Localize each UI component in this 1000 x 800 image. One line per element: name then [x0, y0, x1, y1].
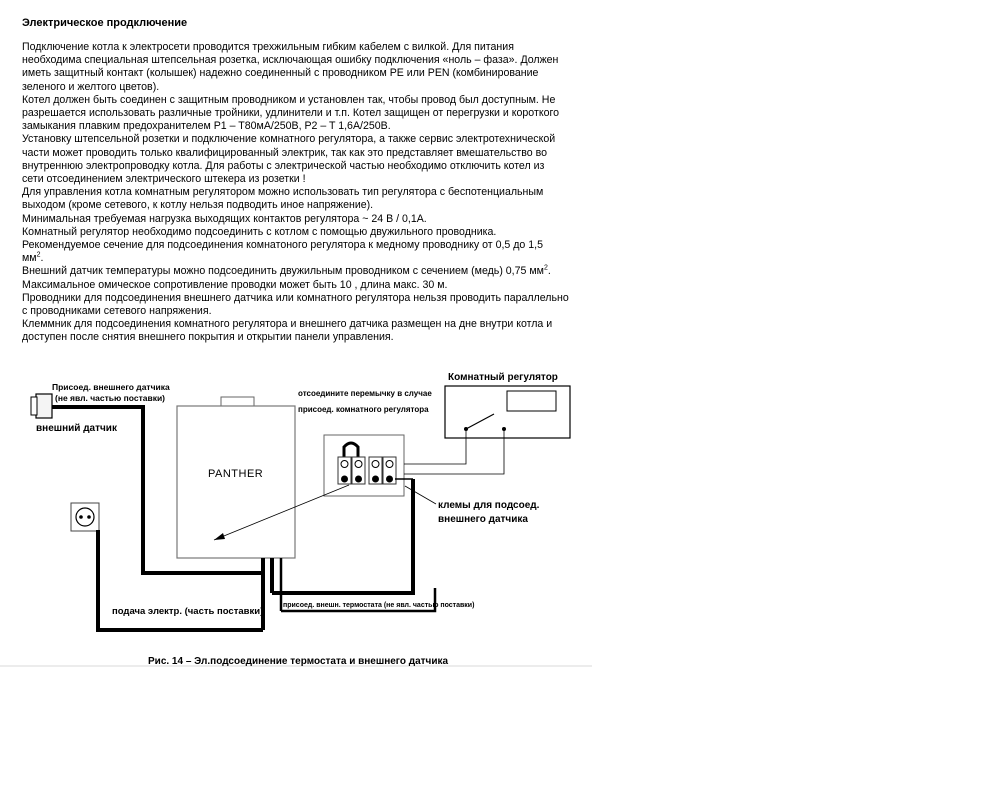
text-line: Клеммник для подсоединения комнатного регулятора и внешнего датчика размещен на дне внутри котла и: [22, 318, 553, 331]
text-line: Рекомендуемое сечение для подсоединения комнатоного регулятора к медному проводнику от 0,5 до 1,5: [22, 239, 543, 252]
text-line: Установку штепсельной розетки и подключение комнатного регулятора, а также сервис электротехнической: [22, 133, 556, 146]
text-line: внутреннюю электропроводку котла. Для работы с электрической частью необходимо отключить котел из: [22, 159, 545, 172]
paragraph-parallel-warning: [22, 292, 587, 318]
section-title: Электрическое продключение: [22, 17, 188, 29]
text-line: выходом (кроме сетевого, к котлу нельзя подводить иное напряжение).: [22, 199, 374, 212]
body-text: [22, 41, 587, 345]
text-line: с проводниками сетевого напряжения.: [22, 305, 212, 318]
external-sensor: [31, 394, 52, 418]
text-line: необходима специальная штепсельная розетка, исключающая ошибку подключения «ноль – фаза». Должен: [22, 54, 559, 67]
text-line: сети отсоединением электрического штекера из розетки !: [22, 173, 306, 186]
text-line: зеленого и желтого цветов).: [22, 80, 160, 93]
text-line: иметь защитный контакт (колышек) надежно соединенный с проводником PE или PEN (комбинирование: [22, 67, 539, 80]
text-line: Минимальная требуемая нагрузка выходящих контактов регулятора ~ 24 В / 0,1А.: [22, 212, 427, 225]
terminals-label-1: клемы для подсоед.: [438, 500, 540, 511]
text-line: [22, 264, 587, 278]
paragraph-power-connection: [22, 41, 587, 94]
text-line: Котел должен быть соединен с защитным проводником и установлен так, чтобы провод был доступным. Не: [22, 93, 556, 106]
text-line: Проводники для подсоединения внешнего датчика или комнатного регулятора нельзя проводить параллельно: [22, 291, 569, 304]
boiler-body: [177, 406, 295, 558]
regulator-display: [507, 391, 556, 411]
paragraph-grounding: [22, 94, 587, 134]
ext-sensor-connect-label-1: Присоед. внешнего датчика: [52, 382, 170, 392]
boiler-label: PANTHER: [208, 468, 264, 480]
wiring-diagram: [0, 360, 600, 680]
paragraph-terminal-location: [22, 318, 587, 344]
paragraph-min-load: [22, 213, 587, 226]
text-line: разрешается использовать различные тройники, удлинители и т.п. Котел защищен от перегрузки и короткого: [22, 107, 559, 120]
text-line: Для управления котла комнатным регулятором можно использовать тип регулятора с беспотенциальным: [22, 186, 544, 199]
figure-caption: Рис. 14 – Эл.подсоединение термостата и внешнего датчика: [148, 656, 449, 667]
text-segment: Внешний датчик температуры можно подсоединить двужильным проводником с сечением (медь) 0,75 мм: [22, 265, 544, 278]
text-line: Комнатный регулятор необходимо подсоединить с котлом с помощью двужильного проводника.: [22, 225, 497, 238]
thermostat-connect-label: присоед. внешн. термостата (не явл. частью поставки): [283, 602, 475, 609]
paragraph-regulator-type: [22, 186, 587, 212]
power-supply-label: подача электр. (часть поставки): [112, 606, 264, 617]
text-line: [22, 251, 587, 265]
period-text: .: [547, 265, 551, 278]
power-socket: [71, 503, 99, 531]
text-line: части может проводить только квалифицированный электрик, так как это представляет вмешательство во: [22, 146, 547, 159]
ext-sensor-label: внешний датчик: [36, 423, 117, 434]
ext-sensor-connect-label-2: (не явл. частью поставки): [55, 393, 166, 403]
paragraph-electrician: [22, 133, 587, 186]
period-text: .: [40, 252, 44, 265]
superscript: 2: [36, 251, 41, 259]
text-line: Максимальное омическое сопротивление проводки может быть 10 , длина макс. 30 м.: [22, 278, 448, 291]
jumper-note-1: отсоедините перемычку в случае: [298, 389, 432, 398]
terminals-pointer: [405, 486, 436, 504]
room-regulator-label: Комнатный регулятор: [448, 372, 558, 383]
terminals-label-2: внешнего датчика: [438, 514, 528, 525]
paragraph-regulator-wiring: [22, 226, 587, 266]
text-line: доступен после снятия внешнего покрытия и открытии панели управления.: [22, 331, 394, 344]
paragraph-sensor-wiring: [22, 265, 587, 291]
jumper-note-2: присоед. комнатного регулятора: [298, 405, 429, 414]
text-line: замыкания плавким предохранителем P1 – T80мА/250В, P2 – T 1,6A/250В.: [22, 120, 391, 133]
superscript: 2: [543, 264, 548, 272]
text-line: Подключение котла к электросети проводится трехжильным гибким кабелем с вилкой. Для питания: [22, 41, 514, 53]
unit-text: мм: [22, 252, 37, 265]
